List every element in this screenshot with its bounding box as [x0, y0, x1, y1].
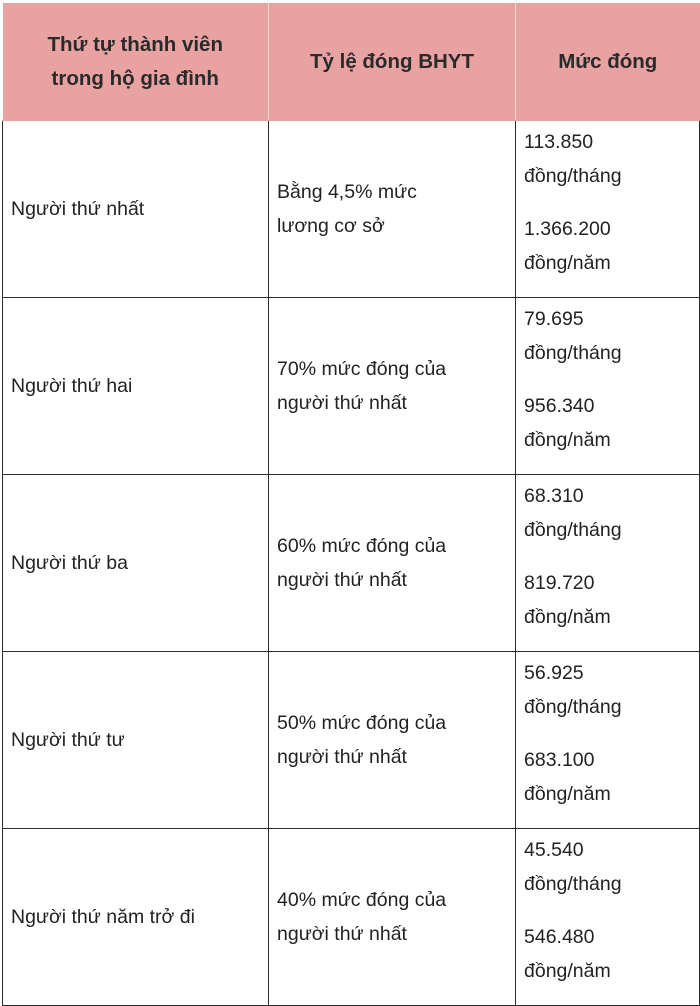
header-amount-label: Mức đóng	[558, 49, 658, 73]
bhyt-contribution-table	[2, 3, 700, 1006]
table-header	[3, 3, 700, 121]
table-row	[3, 298, 700, 475]
yearly-value: 1.366.200	[524, 218, 611, 240]
yearly-amount	[524, 566, 699, 634]
rate-cell	[269, 298, 516, 475]
monthly-amount	[524, 302, 699, 370]
amount-cell	[516, 298, 700, 475]
monthly-unit: đồng/tháng	[524, 342, 622, 364]
member-cell: Người thứ tư	[3, 652, 269, 829]
amount-cell	[516, 829, 700, 1006]
amount-cell	[516, 121, 700, 298]
yearly-unit: đồng/năm	[524, 783, 611, 805]
yearly-unit: đồng/năm	[524, 960, 611, 982]
monthly-unit: đồng/tháng	[524, 873, 622, 895]
member-cell: Người thứ năm trở đi	[3, 829, 269, 1006]
monthly-value: 56.925	[524, 662, 584, 684]
rate-text: 50% mức đóng của người thứ nhất	[277, 712, 447, 768]
rate-cell	[269, 652, 516, 829]
table-row	[3, 475, 700, 652]
monthly-unit: đồng/tháng	[524, 696, 622, 718]
yearly-amount	[524, 212, 699, 280]
monthly-amount	[524, 833, 699, 901]
monthly-value: 45.540	[524, 839, 584, 861]
rate-text: 70% mức đóng của người thứ nhất	[277, 358, 447, 414]
table-row	[3, 829, 700, 1006]
rate-text: 60% mức đóng của người thứ nhất	[277, 535, 447, 591]
table-row	[3, 121, 700, 298]
yearly-amount	[524, 743, 699, 811]
header-rate-label: Tỷ lệ đóng BHYT	[310, 49, 474, 73]
yearly-value: 546.480	[524, 926, 595, 948]
rate-text: Bằng 4,5% mức lương cơ sở	[277, 181, 417, 237]
yearly-unit: đồng/năm	[524, 429, 611, 451]
monthly-unit: đồng/tháng	[524, 165, 622, 187]
table-row	[3, 652, 700, 829]
member-cell: Người thứ nhất	[3, 121, 269, 298]
header-rate	[269, 3, 516, 121]
monthly-value: 113.850	[524, 131, 594, 153]
header-member-order-label: Thứ tự thành viên trong hộ gia đình	[47, 32, 223, 90]
monthly-unit: đồng/tháng	[524, 519, 622, 541]
monthly-amount	[524, 479, 699, 547]
header-amount	[516, 3, 700, 121]
member-cell: Người thứ hai	[3, 298, 269, 475]
rate-cell	[269, 829, 516, 1006]
member-cell: Người thứ ba	[3, 475, 269, 652]
yearly-amount	[524, 920, 699, 988]
monthly-value: 68.310	[524, 485, 584, 507]
header-row	[3, 3, 700, 121]
yearly-value: 683.100	[524, 749, 595, 771]
rate-text: 40% mức đóng của người thứ nhất	[277, 889, 447, 945]
monthly-amount	[524, 125, 699, 193]
rate-cell	[269, 475, 516, 652]
amount-cell	[516, 475, 700, 652]
yearly-unit: đồng/năm	[524, 252, 611, 274]
rate-cell	[269, 121, 516, 298]
header-member-order	[3, 3, 269, 121]
yearly-value: 819.720	[524, 572, 595, 594]
yearly-unit: đồng/năm	[524, 606, 611, 628]
table-body	[3, 121, 700, 1006]
yearly-value: 956.340	[524, 395, 595, 417]
monthly-value: 79.695	[524, 308, 584, 330]
yearly-amount	[524, 389, 699, 457]
amount-cell	[516, 652, 700, 829]
monthly-amount	[524, 656, 699, 724]
